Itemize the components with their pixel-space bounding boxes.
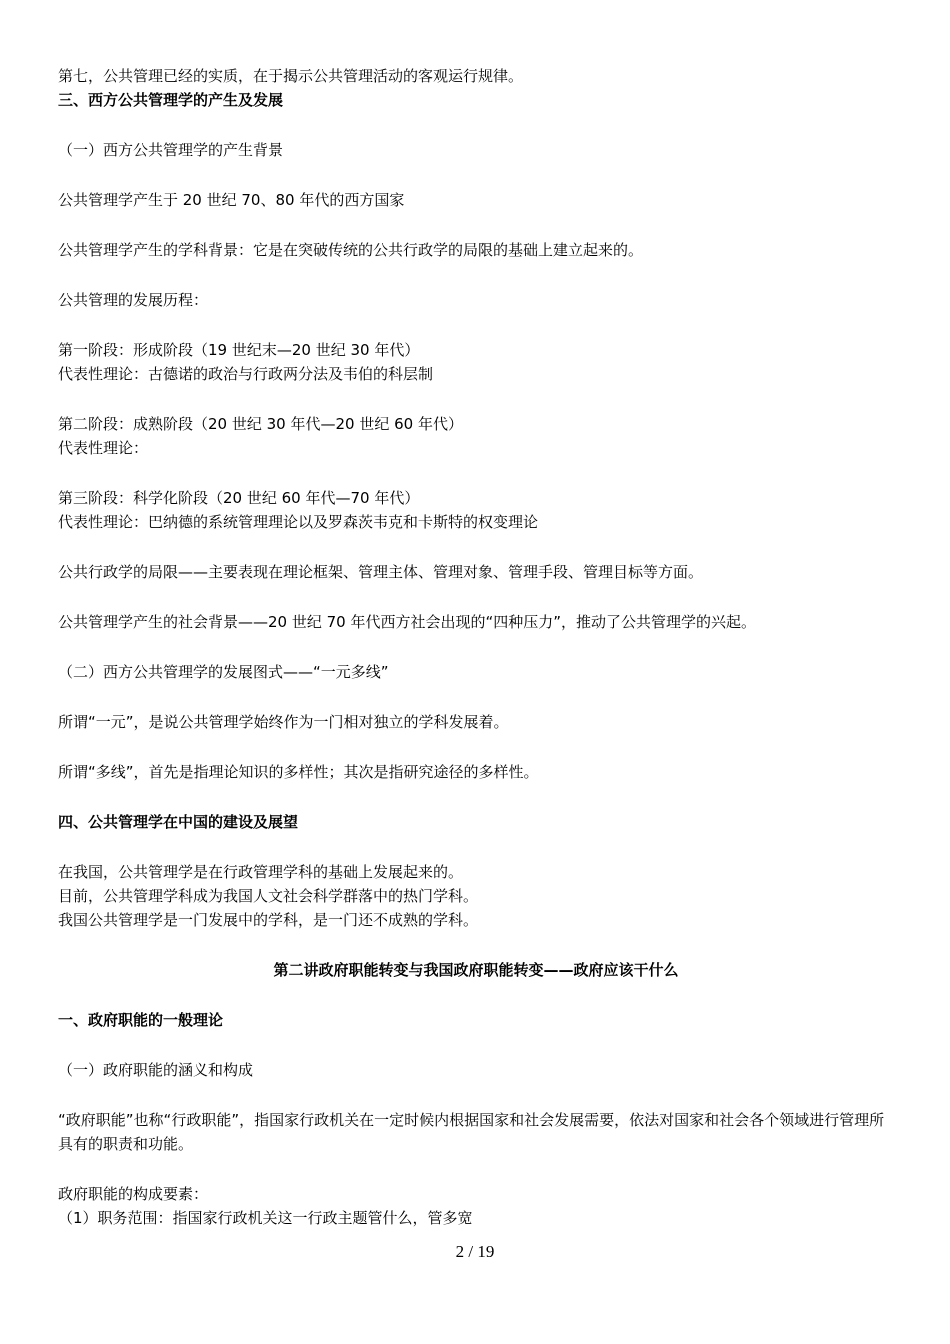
paragraph: 代表性理论：	[58, 439, 149, 457]
paragraph: 第二阶段：成熟阶段（20 世纪 30 年代—20 世纪 60 年代）	[58, 415, 463, 433]
paragraph: 公共管理学产生于 20 世纪 70、80 年代的西方国家	[58, 191, 405, 209]
paragraph: 政府职能的构成要素：	[58, 1185, 209, 1203]
paragraph: 代表性理论：巴纳德的系统管理理论以及罗森茨韦克和卡斯特的权变理论	[58, 513, 539, 531]
paragraph: 第一阶段：形成阶段（19 世纪末—20 世纪 30 年代）	[58, 341, 420, 359]
subsection-heading: （二）西方公共管理学的发展图式——“一元多线”	[58, 663, 389, 681]
paragraph: 公共管理学产生的社会背景——20 世纪 70 年代西方社会出现的“四种压力”，推动了公共管理学的兴起。	[58, 613, 757, 631]
paragraph: 代表性理论：古德诺的政治与行政两分法及韦伯的科层制	[58, 365, 434, 383]
lecture-title: 第二讲政府职能转变与我国政府职能转变——政府应该干什么	[273, 961, 679, 979]
paragraph: 第三阶段：科学化阶段（20 世纪 60 年代—70 年代）	[58, 489, 420, 507]
paragraph: 公共管理学产生的学科背景：它是在突破传统的公共行政学的局限的基础上建立起来的。	[58, 241, 644, 259]
paragraph: 我国公共管理学是一门发展中的学科，是一门还不成熟的学科。	[58, 911, 479, 929]
paragraph: 公共管理的发展历程：	[58, 291, 209, 309]
subsection-heading: （一）西方公共管理学的产生背景	[58, 141, 284, 159]
page-number: 2 / 19	[455, 1242, 495, 1261]
section-heading: 三、西方公共管理学的产生及发展	[58, 91, 284, 109]
paragraph: 公共行政学的局限——主要表现在理论框架、管理主体、管理对象、管理手段、管理目标等方面。	[58, 563, 704, 581]
paragraph: （1）职务范围：指国家行政机关这一行政主题管什么，管多宽	[58, 1209, 473, 1227]
paragraph: “政府职能”也称“行政职能”，指国家行政机关在一定时候内根据国家和社会发展需要，依法对国家和社会各个领域进行管理所具有的职责和功能。	[58, 1111, 885, 1153]
section-heading: 一、政府职能的一般理论	[58, 1011, 224, 1029]
paragraph: 所谓“多线”，首先是指理论知识的多样性；其次是指研究途径的多样性。	[58, 763, 539, 781]
subsection-heading: （一）政府职能的涵义和构成	[58, 1061, 254, 1079]
paragraph: 在我国，公共管理学是在行政管理学科的基础上发展起来的。	[58, 863, 464, 881]
document-page	[58, 64, 894, 1230]
paragraph: 所谓“一元”，是说公共管理学始终作为一门相对独立的学科发展着。	[58, 713, 509, 731]
paragraph: 目前，公共管理学科成为我国人文社会科学群落中的热门学科。	[58, 887, 479, 905]
section-heading: 四、公共管理学在中国的建设及展望	[58, 813, 299, 831]
paragraph: 第七，公共管理已经的实质，在于揭示公共管理活动的客观运行规律。	[58, 67, 524, 85]
